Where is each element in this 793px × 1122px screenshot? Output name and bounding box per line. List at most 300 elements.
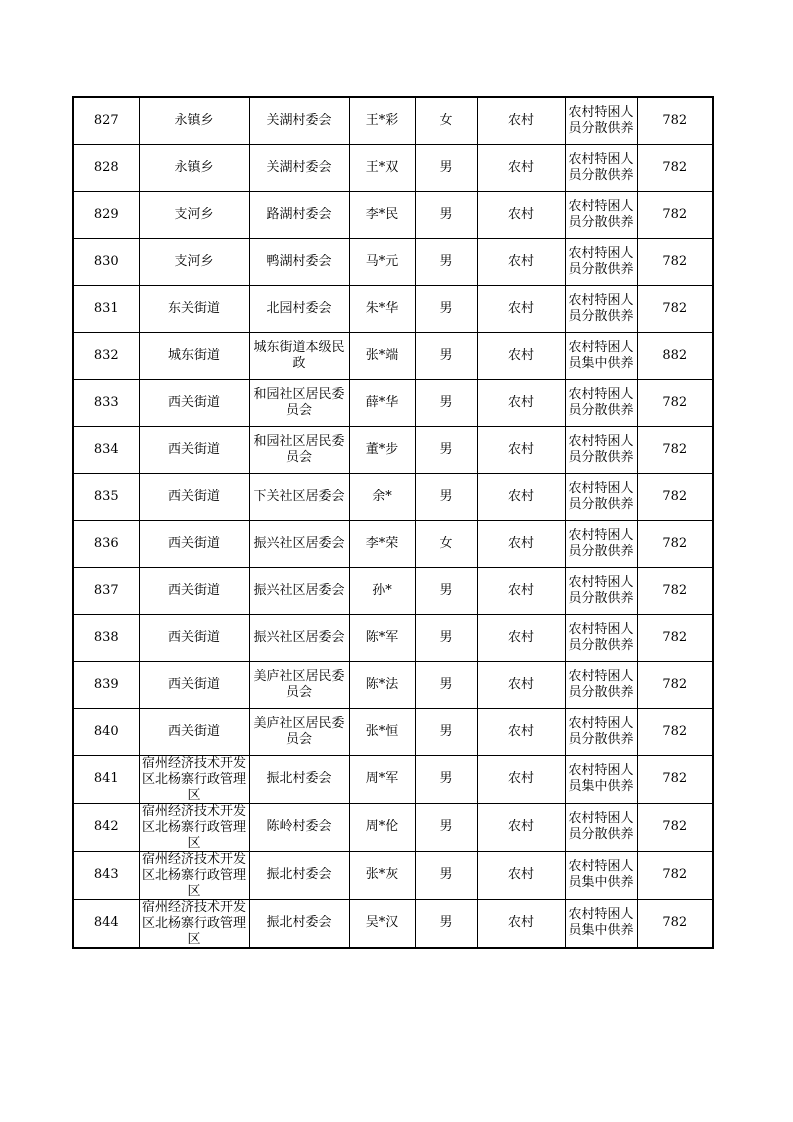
cell-village-committee: [249, 708, 349, 755]
cell-gender: [415, 755, 477, 803]
cell-area-type: [477, 614, 565, 661]
cell-area-type-text: 农村: [507, 535, 534, 551]
cell-gender: [415, 520, 477, 567]
cell-person-name-text: 周*军: [365, 771, 399, 786]
cell-town: [139, 520, 249, 567]
cell-gender-text: 男: [439, 819, 453, 834]
cell-serial-number: [73, 379, 139, 426]
cell-village-committee-text: 城东街道本级民政: [253, 339, 345, 371]
cell-town: [139, 238, 249, 285]
table-body: [73, 97, 713, 948]
cell-gender-text: 男: [439, 253, 453, 269]
cell-serial-number-text: 844: [93, 915, 119, 930]
cell-amount-text: 782: [662, 300, 688, 316]
cell-gender: [415, 473, 477, 520]
cell-serial-number: [73, 332, 139, 379]
cell-support-type-text: 农村特困人员分散供养: [568, 574, 634, 606]
cell-person-name-text: 孙*: [372, 582, 392, 598]
cell-support-type-text: 农村特困人员分散供养: [568, 433, 634, 465]
cell-amount-text: 782: [662, 394, 688, 410]
cell-amount: [637, 803, 713, 851]
cell-serial-number-text: 831: [93, 300, 119, 316]
cell-village-committee: [249, 238, 349, 285]
table-row: [73, 332, 713, 379]
cell-serial-number: [73, 426, 139, 473]
cell-area-type-text: 农村: [507, 206, 534, 222]
cell-support-type-text: 农村特困人员分散供养: [568, 245, 634, 277]
table-row: [73, 520, 713, 567]
table-row: [73, 426, 713, 473]
cell-town-text: 西关街道: [167, 676, 220, 692]
table-row: [73, 238, 713, 285]
cell-village-committee-text: 关湖村委会: [266, 112, 332, 128]
cell-gender: [415, 708, 477, 755]
cell-village-committee-text: 下关社区居委会: [253, 488, 345, 504]
cell-area-type: [477, 191, 565, 238]
cell-gender: [415, 426, 477, 473]
cell-area-type: [477, 520, 565, 567]
cell-support-type-text: 农村特困人员集中供养: [568, 859, 634, 890]
cell-town-text: 宿州经济技术开发区北杨寨行政管理区: [141, 803, 246, 851]
cell-serial-number-text: 839: [93, 676, 119, 692]
cell-gender-text: 男: [439, 159, 453, 175]
cell-gender-text: 男: [439, 582, 453, 598]
cell-town-text: 西关街道: [167, 441, 220, 457]
cell-person-name-text: 王*彩: [365, 112, 399, 128]
cell-person-name: [349, 426, 415, 473]
cell-support-type-text: 农村特困人员分散供养: [568, 198, 634, 230]
cell-person-name-text: 朱*华: [365, 300, 399, 316]
cell-person-name-text: 余*: [372, 488, 392, 504]
cell-gender: [415, 238, 477, 285]
cell-village-committee-text: 振兴社区居委会: [253, 629, 345, 645]
table-row: [73, 851, 713, 899]
cell-village-committee: [249, 97, 349, 144]
cell-serial-number: [73, 899, 139, 948]
cell-gender-text: 男: [439, 441, 453, 457]
cell-area-type-text: 农村: [507, 867, 534, 882]
cell-area-type: [477, 708, 565, 755]
cell-village-committee-text: 振北村委会: [266, 915, 332, 930]
cell-town: [139, 661, 249, 708]
cell-serial-number-text: 827: [93, 112, 119, 128]
cell-town: [139, 144, 249, 191]
cell-person-name: [349, 238, 415, 285]
cell-person-name-text: 张*恒: [365, 723, 399, 739]
cell-village-committee: [249, 144, 349, 191]
cell-gender-text: 男: [439, 347, 453, 363]
cell-town-text: 宿州经济技术开发区北杨寨行政管理区: [141, 851, 246, 899]
cell-serial-number-text: 841: [93, 771, 119, 786]
cell-person-name: [349, 473, 415, 520]
cell-support-type: [565, 191, 637, 238]
cell-support-type: [565, 285, 637, 332]
cell-person-name-text: 李*民: [365, 206, 399, 222]
cell-area-type-text: 农村: [507, 347, 534, 363]
cell-town: [139, 708, 249, 755]
cell-village-committee-text: 路湖村委会: [266, 206, 332, 222]
cell-amount: [637, 144, 713, 191]
cell-support-type-text: 农村特困人员分散供养: [568, 480, 634, 512]
cell-person-name-text: 周*伦: [365, 819, 399, 834]
cell-village-committee-text: 鸭湖村委会: [266, 253, 332, 269]
cell-amount: [637, 899, 713, 948]
cell-person-name-text: 王*双: [365, 159, 399, 175]
cell-serial-number: [73, 803, 139, 851]
cell-village-committee-text: 北园村委会: [266, 300, 332, 316]
cell-person-name-text: 张*端: [365, 347, 399, 363]
table-row: [73, 661, 713, 708]
cell-amount: [637, 661, 713, 708]
cell-gender-text: 男: [439, 629, 453, 645]
cell-amount-text: 782: [662, 771, 688, 786]
cell-serial-number-text: 842: [93, 819, 119, 834]
cell-amount: [637, 851, 713, 899]
cell-person-name-text: 吴*汉: [365, 915, 399, 930]
cell-person-name: [349, 332, 415, 379]
cell-area-type-text: 农村: [507, 441, 534, 457]
table-row: [73, 567, 713, 614]
cell-serial-number-text: 828: [93, 159, 119, 175]
cell-village-committee-text: 和园社区居民委员会: [253, 433, 345, 465]
cell-town-text: 支河乡: [174, 253, 214, 269]
cell-gender: [415, 899, 477, 948]
cell-amount: [637, 708, 713, 755]
cell-support-type-text: 农村特困人员分散供养: [568, 715, 634, 747]
cell-area-type: [477, 144, 565, 191]
cell-amount: [637, 567, 713, 614]
table-row: [73, 473, 713, 520]
cell-person-name: [349, 285, 415, 332]
cell-village-committee: [249, 803, 349, 851]
cell-area-type-text: 农村: [507, 723, 534, 739]
cell-village-committee-text: 美庐社区居民委员会: [253, 668, 345, 700]
cell-town-text: 永镇乡: [174, 112, 214, 128]
cell-village-committee-text: 振北村委会: [266, 771, 332, 786]
cell-village-committee-text: 美庐社区居民委员会: [253, 715, 345, 747]
cell-amount: [637, 755, 713, 803]
cell-support-type-text: 农村特困人员集中供养: [568, 907, 634, 938]
cell-gender: [415, 144, 477, 191]
cell-town: [139, 473, 249, 520]
table-row: [73, 144, 713, 191]
cell-amount-text: 782: [662, 441, 688, 457]
cell-amount-text: 782: [662, 159, 688, 175]
cell-area-type-text: 农村: [507, 159, 534, 175]
cell-gender-text: 女: [439, 535, 453, 551]
cell-town-text: 西关街道: [167, 582, 220, 598]
cell-person-name: [349, 661, 415, 708]
cell-area-type: [477, 899, 565, 948]
table-row: [73, 899, 713, 948]
cell-person-name-text: 薛*华: [365, 394, 399, 410]
cell-village-committee: [249, 899, 349, 948]
cell-support-type: [565, 755, 637, 803]
cell-support-type-text: 农村特困人员分散供养: [568, 811, 634, 842]
cell-village-committee: [249, 285, 349, 332]
cell-support-type-text: 农村特困人员分散供养: [568, 527, 634, 559]
cell-village-committee: [249, 473, 349, 520]
cell-gender-text: 男: [439, 206, 453, 222]
cell-serial-number-text: 835: [93, 488, 119, 504]
cell-serial-number-text: 836: [93, 535, 119, 551]
cell-person-name-text: 陈*军: [365, 629, 399, 645]
cell-person-name-text: 李*荣: [365, 535, 399, 551]
cell-town-text: 西关街道: [167, 629, 220, 645]
cell-town-text: 西关街道: [167, 723, 220, 739]
cell-support-type-text: 农村特困人员分散供养: [568, 668, 634, 700]
cell-town-text: 宿州经济技术开发区北杨寨行政管理区: [141, 899, 246, 947]
cell-gender-text: 男: [439, 676, 453, 692]
cell-person-name-text: 董*步: [365, 441, 399, 457]
cell-amount-text: 782: [662, 867, 688, 882]
table-row: [73, 755, 713, 803]
table-row: [73, 614, 713, 661]
cell-village-committee: [249, 567, 349, 614]
table-row: [73, 803, 713, 851]
cell-gender: [415, 661, 477, 708]
cell-amount-text: 782: [662, 206, 688, 222]
cell-serial-number-text: 837: [93, 582, 119, 598]
cell-serial-number-text: 833: [93, 394, 119, 410]
cell-serial-number: [73, 191, 139, 238]
cell-town: [139, 191, 249, 238]
cell-town-text: 支河乡: [174, 206, 214, 222]
cell-town: [139, 851, 249, 899]
cell-serial-number: [73, 520, 139, 567]
cell-amount-text: 782: [662, 819, 688, 834]
cell-serial-number: [73, 661, 139, 708]
cell-person-name: [349, 899, 415, 948]
cell-support-type: [565, 520, 637, 567]
cell-gender-text: 男: [439, 771, 453, 786]
cell-support-type-text: 农村特困人员分散供养: [568, 621, 634, 653]
cell-town: [139, 899, 249, 948]
cell-village-committee-text: 和园社区居民委员会: [253, 386, 345, 418]
cell-gender: [415, 567, 477, 614]
cell-amount: [637, 520, 713, 567]
cell-amount: [637, 379, 713, 426]
cell-town: [139, 614, 249, 661]
cell-town: [139, 285, 249, 332]
beneficiary-table: [72, 96, 714, 949]
cell-serial-number: [73, 708, 139, 755]
cell-support-type: [565, 899, 637, 948]
cell-area-type-text: 农村: [507, 112, 534, 128]
cell-town: [139, 332, 249, 379]
cell-amount-text: 782: [662, 915, 688, 930]
cell-amount-text: 782: [662, 112, 688, 128]
cell-support-type: [565, 473, 637, 520]
cell-amount-text: 782: [662, 488, 688, 504]
cell-area-type-text: 农村: [507, 819, 534, 834]
cell-area-type: [477, 803, 565, 851]
cell-support-type-text: 农村特困人员分散供养: [568, 104, 634, 136]
cell-person-name: [349, 803, 415, 851]
cell-gender: [415, 191, 477, 238]
cell-serial-number: [73, 614, 139, 661]
cell-village-committee: [249, 332, 349, 379]
cell-support-type-text: 农村特困人员分散供养: [568, 292, 634, 324]
cell-area-type: [477, 285, 565, 332]
cell-serial-number-text: 832: [93, 347, 119, 363]
cell-amount: [637, 426, 713, 473]
cell-gender: [415, 851, 477, 899]
cell-serial-number: [73, 755, 139, 803]
cell-serial-number: [73, 97, 139, 144]
cell-gender: [415, 379, 477, 426]
cell-village-committee: [249, 379, 349, 426]
cell-amount-text: 782: [662, 676, 688, 692]
cell-area-type: [477, 332, 565, 379]
cell-area-type-text: 农村: [507, 676, 534, 692]
cell-amount: [637, 332, 713, 379]
cell-gender-text: 女: [439, 112, 453, 128]
cell-area-type: [477, 97, 565, 144]
cell-town-text: 西关街道: [167, 394, 220, 410]
cell-town: [139, 379, 249, 426]
cell-town: [139, 97, 249, 144]
cell-serial-number-text: 829: [93, 206, 119, 222]
cell-amount: [637, 614, 713, 661]
cell-gender: [415, 332, 477, 379]
cell-village-committee: [249, 191, 349, 238]
cell-serial-number: [73, 285, 139, 332]
cell-serial-number-text: 840: [93, 723, 119, 739]
cell-serial-number: [73, 567, 139, 614]
cell-area-type-text: 农村: [507, 253, 534, 269]
cell-town: [139, 803, 249, 851]
cell-support-type: [565, 97, 637, 144]
cell-person-name: [349, 191, 415, 238]
cell-area-type-text: 农村: [507, 300, 534, 316]
cell-area-type-text: 农村: [507, 488, 534, 504]
cell-gender-text: 男: [439, 488, 453, 504]
cell-person-name-text: 张*灰: [365, 867, 399, 882]
cell-support-type: [565, 144, 637, 191]
cell-area-type: [477, 238, 565, 285]
cell-person-name: [349, 567, 415, 614]
cell-support-type: [565, 661, 637, 708]
cell-gender: [415, 614, 477, 661]
cell-village-committee: [249, 614, 349, 661]
cell-town-text: 永镇乡: [174, 159, 214, 175]
cell-support-type: [565, 567, 637, 614]
cell-amount-text: 782: [662, 253, 688, 269]
cell-support-type: [565, 803, 637, 851]
cell-area-type-text: 农村: [507, 915, 534, 930]
cell-support-type-text: 农村特困人员集中供养: [568, 339, 634, 371]
cell-serial-number: [73, 238, 139, 285]
cell-gender-text: 男: [439, 394, 453, 410]
cell-serial-number: [73, 851, 139, 899]
cell-amount-text: 782: [662, 582, 688, 598]
cell-area-type: [477, 473, 565, 520]
cell-area-type-text: 农村: [507, 394, 534, 410]
cell-support-type-text: 农村特困人员集中供养: [568, 763, 634, 794]
table-row: [73, 97, 713, 144]
cell-person-name: [349, 614, 415, 661]
cell-village-committee: [249, 851, 349, 899]
cell-village-committee-text: 振兴社区居委会: [253, 535, 345, 551]
cell-village-committee-text: 关湖村委会: [266, 159, 332, 175]
cell-area-type: [477, 567, 565, 614]
cell-amount-text: 782: [662, 535, 688, 551]
cell-village-committee-text: 振兴社区居委会: [253, 582, 345, 598]
cell-support-type-text: 农村特困人员分散供养: [568, 151, 634, 183]
cell-area-type-text: 农村: [507, 582, 534, 598]
cell-person-name: [349, 144, 415, 191]
cell-area-type: [477, 661, 565, 708]
cell-person-name: [349, 520, 415, 567]
cell-town-text: 城东街道: [167, 347, 220, 363]
cell-village-committee: [249, 661, 349, 708]
cell-amount-text: 882: [662, 347, 688, 363]
table-row: [73, 285, 713, 332]
cell-town: [139, 426, 249, 473]
table-row: [73, 379, 713, 426]
cell-area-type: [477, 379, 565, 426]
cell-person-name-text: 马*元: [365, 253, 399, 269]
cell-person-name: [349, 755, 415, 803]
table-row: [73, 708, 713, 755]
cell-gender-text: 男: [439, 723, 453, 739]
cell-person-name-text: 陈*法: [365, 676, 399, 692]
cell-support-type: [565, 851, 637, 899]
cell-amount: [637, 285, 713, 332]
cell-area-type: [477, 426, 565, 473]
cell-person-name: [349, 851, 415, 899]
cell-town-text: 宿州经济技术开发区北杨寨行政管理区: [141, 755, 246, 803]
cell-support-type: [565, 426, 637, 473]
cell-amount: [637, 238, 713, 285]
cell-serial-number-text: 830: [93, 253, 119, 269]
cell-gender: [415, 285, 477, 332]
table-row: [73, 191, 713, 238]
cell-person-name: [349, 379, 415, 426]
cell-support-type: [565, 379, 637, 426]
cell-gender: [415, 803, 477, 851]
cell-amount: [637, 473, 713, 520]
cell-support-type: [565, 238, 637, 285]
cell-town: [139, 567, 249, 614]
cell-serial-number-text: 838: [93, 629, 119, 645]
cell-gender: [415, 97, 477, 144]
cell-area-type-text: 农村: [507, 771, 534, 786]
cell-person-name: [349, 97, 415, 144]
cell-amount: [637, 97, 713, 144]
cell-support-type-text: 农村特困人员分散供养: [568, 386, 634, 418]
cell-gender-text: 男: [439, 300, 453, 316]
cell-area-type: [477, 755, 565, 803]
cell-village-committee: [249, 426, 349, 473]
cell-person-name: [349, 708, 415, 755]
cell-support-type: [565, 332, 637, 379]
cell-amount: [637, 191, 713, 238]
cell-support-type: [565, 708, 637, 755]
cell-amount-text: 782: [662, 723, 688, 739]
cell-town-text: 西关街道: [167, 535, 220, 551]
cell-village-committee-text: 振北村委会: [266, 867, 332, 882]
cell-serial-number-text: 843: [93, 867, 119, 882]
cell-village-committee: [249, 755, 349, 803]
cell-serial-number: [73, 473, 139, 520]
cell-village-committee: [249, 520, 349, 567]
cell-support-type: [565, 614, 637, 661]
cell-village-committee-text: 陈岭村委会: [266, 819, 332, 834]
cell-area-type-text: 农村: [507, 629, 534, 645]
cell-amount-text: 782: [662, 629, 688, 645]
